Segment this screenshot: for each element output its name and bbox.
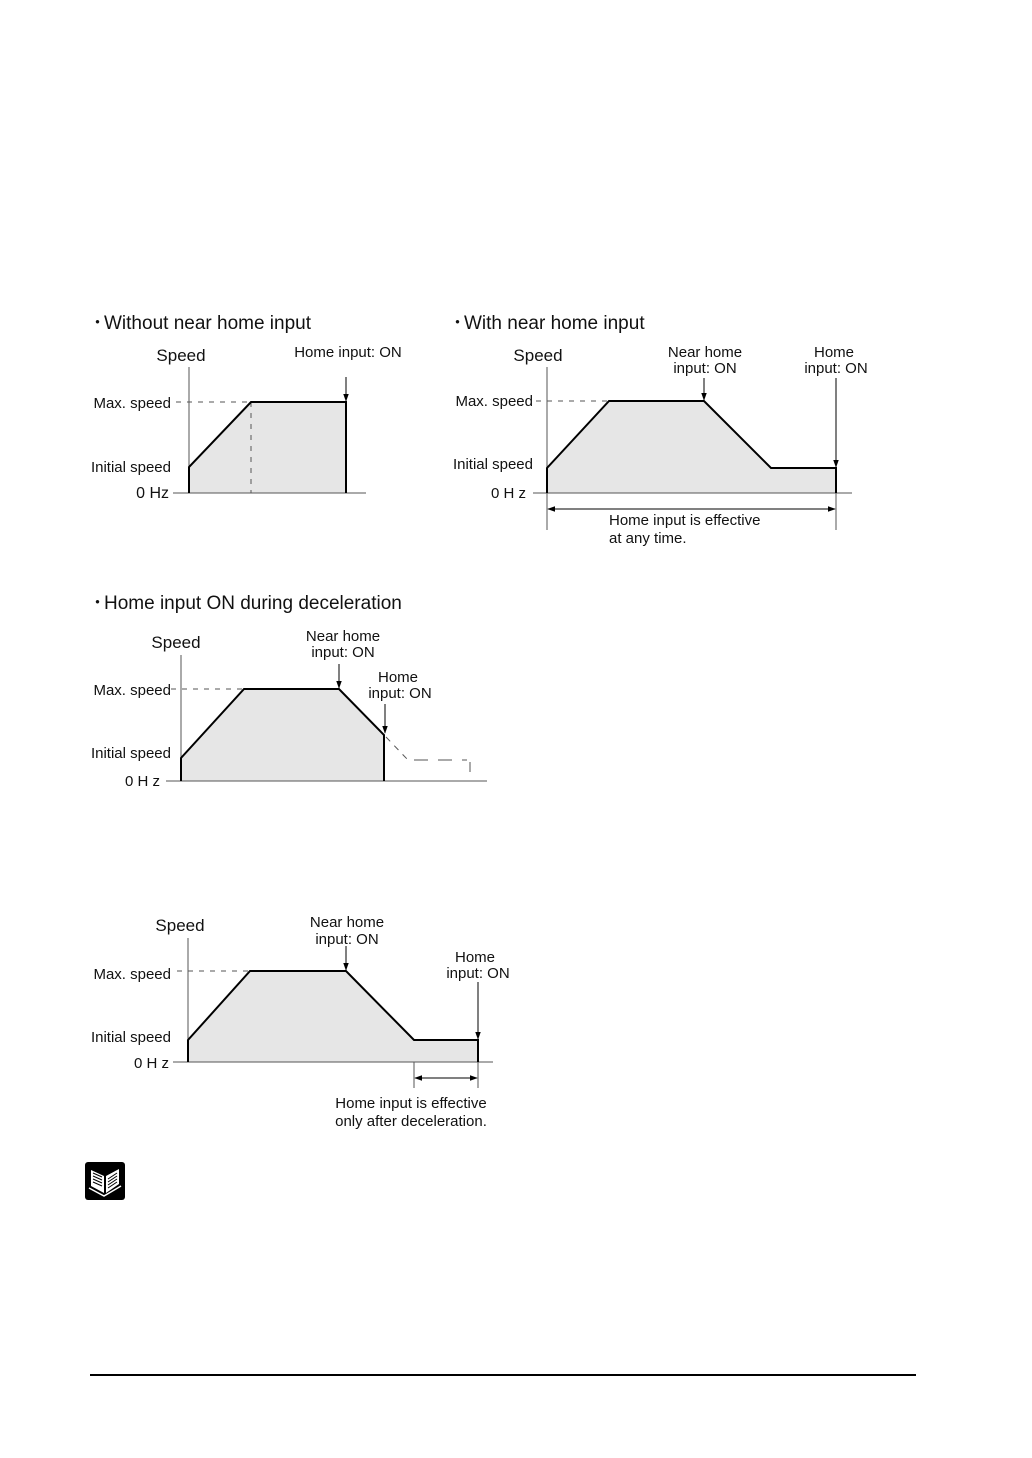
- home-label-line1: Home: [377, 669, 419, 686]
- home-label-line2: input: ON: [804, 360, 868, 377]
- effective-note-line2: at any time.: [609, 530, 687, 547]
- zero-hz-label: 0 H z: [124, 773, 160, 790]
- bullet: ・: [448, 313, 468, 334]
- bullet: ・: [88, 313, 108, 334]
- footer-rule: [90, 1374, 916, 1376]
- effective-note-line2: only after deceleration.: [335, 1113, 487, 1130]
- home-label-line1: Home: [813, 344, 855, 361]
- initial-speed-label: Initial speed: [90, 459, 171, 476]
- near-home-label-line1: Near home: [309, 914, 385, 931]
- home-label-line2: input: ON: [446, 965, 510, 982]
- speed-label: Speed: [156, 346, 206, 365]
- zero-hz-label: 0 H z: [490, 485, 526, 502]
- home-label-line1: Home: [454, 949, 496, 966]
- max-speed-label: Max. speed: [93, 395, 171, 412]
- diagram-home-during-deceleration: [91, 628, 487, 790]
- near-home-label-line2: input: ON: [311, 644, 375, 661]
- near-home-label-line1: Near home: [667, 344, 743, 361]
- book-reference-icon: [85, 1162, 125, 1200]
- max-speed-label: Max. speed: [455, 393, 533, 410]
- max-speed-label: Max. speed: [93, 682, 171, 699]
- speed-area: [189, 402, 346, 493]
- speed-area: [547, 401, 836, 493]
- initial-speed-label: Initial speed: [452, 456, 533, 473]
- diagram-with-near-home: [453, 344, 868, 547]
- initial-speed-label: Initial speed: [90, 1029, 171, 1046]
- speed-area: [188, 971, 478, 1062]
- diagram-effective-after-deceleration: [91, 914, 510, 1130]
- effective-note-line1: Home input is effective: [609, 512, 761, 529]
- near-home-label-line2: input: ON: [673, 360, 737, 377]
- speed-label: Speed: [151, 633, 201, 652]
- speed-label: Speed: [155, 916, 205, 935]
- initial-speed-label: Initial speed: [90, 745, 171, 762]
- near-home-label-line2: input: ON: [315, 931, 379, 948]
- speed-label: Speed: [513, 346, 563, 365]
- near-home-label-line1: Near home: [305, 628, 381, 645]
- max-speed-label: Max. speed: [93, 966, 171, 983]
- heading-during-deceleration: ・Home input ON during deceleration: [88, 588, 402, 615]
- home-input-on-label: Home input: ON: [294, 344, 402, 361]
- home-label-line2: input: ON: [368, 685, 432, 702]
- zero-hz-label: 0 Hz: [136, 485, 169, 502]
- heading-without-near-home: ・Without near home input: [88, 308, 311, 335]
- heading-with-near-home: ・With near home input: [448, 308, 645, 335]
- effective-note-line1: Home input is effective: [335, 1095, 487, 1112]
- aborted-decel-path: [386, 737, 408, 760]
- bullet: ・: [88, 593, 108, 614]
- zero-hz-label: 0 H z: [133, 1055, 169, 1072]
- diagram-without-near-home: [91, 344, 402, 502]
